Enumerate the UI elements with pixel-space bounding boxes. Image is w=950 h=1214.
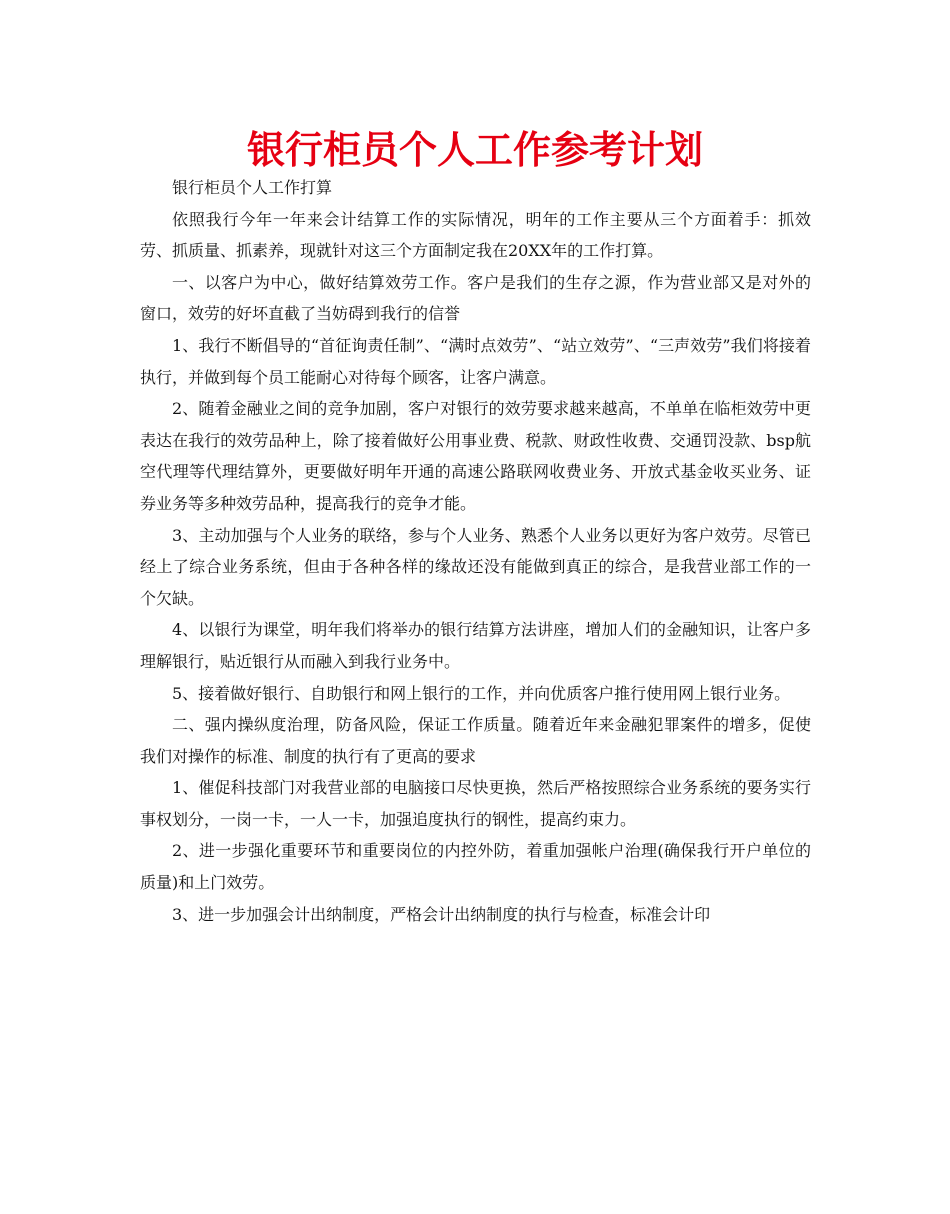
- paragraph: 2、进一步强化重要环节和重要岗位的内控外防，着重加强帐户治理(确保我行开户单位的质量)和上门效劳。: [140, 841, 811, 893]
- paragraph: 2、随着金融业之间的竞争加剧，客户对银行的效劳要求越来越高，不单单在临柜效劳中更表达在我行的效劳品种上，除了接着做好公用事业费、税款、财政性收费、交通罚没款、bsp航空代理等代理结算外，更要做好明年开通的高速公路联网收费业务、开放式基金收买业务、证券业务等多种效劳品种，提高我行的竞争才能。: [140, 399, 811, 513]
- paragraph: 1、催促科技部门对我营业部的电脑接口尽快更换，然后严格按照综合业务系统的要务实行事权划分，一岗一卡，一人一卡，加强追度执行的钢性，提高约束力。: [140, 778, 811, 829]
- paragraph: 二、强内操纵度治理，防备风险，保证工作质量。随着近年来金融犯罪案件的增多，促使我们对操作的标准、制度的执行有了更高的要求: [140, 715, 811, 766]
- document-title: 银行柜员个人工作参考计划: [246, 128, 703, 172]
- paragraph: 银行柜员个人工作打算: [172, 178, 333, 197]
- paragraph: 4、以银行为课堂，明年我们将举办的银行结算方法讲座，增加人们的金融知识，让客户多理解银行，贴近银行从而融入到我行业务中。: [140, 620, 811, 671]
- paragraph: 5、接着做好银行、自助银行和网上银行的工作，并向优质客户推行使用网上银行业务。: [172, 683, 791, 703]
- paragraph: 3、进一步加强会计出纳制度，严格会计出纳制度的执行与检查，标准会计印: [172, 904, 711, 924]
- paragraph: 3、主动加强与个人业务的联络，参与个人业务、熟悉个人业务以更好为客户效劳。尽管已经上了综合业务系统，但由于各种各样的缘故还没有能做到真正的综合，是我营业部工作的一个欠缺。: [140, 525, 811, 608]
- paragraph: 依照我行今年一年来会计结算工作的实际情况，明年的工作主要从三个方面着手：抓效劳、抓质量、抓素养，现就针对这三个方面制定我在20XX年的工作打算。: [140, 209, 811, 261]
- document-body: [140, 172, 811, 930]
- paragraph: 一、以客户为中心，做好结算效劳工作。客户是我们的生存之源，作为营业部又是对外的窗口，效劳的好坏直截了当妨碍到我行的信誉: [140, 272, 811, 324]
- paragraph: 1、我行不断倡导的“首征询责任制”、“满时点效劳”、“站立效劳”、“三声效劳”我们将接着执行，并做到每个员工能耐心对待每个顾客，让客户满意。: [140, 335, 811, 387]
